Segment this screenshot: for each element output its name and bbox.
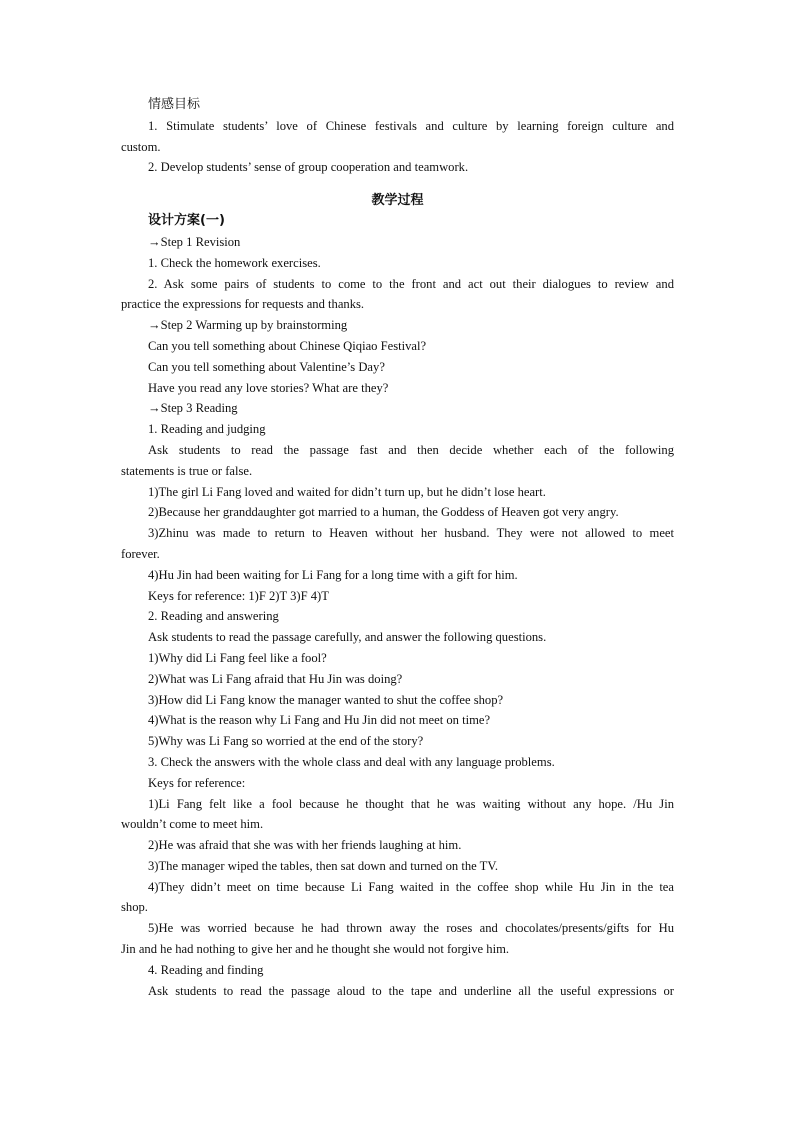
section-title: 教学过程 <box>371 193 424 209</box>
statement-3-cont: forever. <box>121 546 160 561</box>
keys-reading-2-label: Keys for reference: <box>148 775 246 790</box>
emotion-goal-heading: 情感目标 <box>148 97 201 112</box>
emotion-goal-item-1: 1. Stimulate students’ love of Chinese festivals and culture by learning foreign culture and <box>148 118 674 133</box>
statement-1: 1)The girl Li Fang loved and waited for didn’t turn up, but he didn’t lose heart. <box>148 484 546 499</box>
keys-reading-1: Keys for reference: 1)F 2)T 3)F 4)T <box>148 588 329 603</box>
reading-4-title: 4. Reading and finding <box>148 962 264 977</box>
answer-1: 1)Li Fang felt like a fool because he thought that he was waiting without any hope. /Hu Jin <box>148 796 674 811</box>
answer-4: 4)They didn’t meet on time because Li Fang waited in the coffee shop while Hu Jin in the tea <box>148 879 674 894</box>
question-1: 1)Why did Li Fang feel like a fool? <box>148 650 327 665</box>
step-1-item-2-cont: practice the expressions for requests and thanks. <box>121 297 365 312</box>
answer-3: 3)The manager wiped the tables, then sat down and turned on the TV. <box>148 858 498 873</box>
step-3-heading: →Step 3 Reading <box>148 401 238 416</box>
step-1-item-1: 1. Check the homework exercises. <box>148 255 321 270</box>
warmup-question-2: Can you tell something about Valentine’s Day? <box>148 359 385 374</box>
reading-1-instruction-cont: statements is true or false. <box>121 463 253 478</box>
page-content <box>121 95 674 1001</box>
step-1-heading: →Step 1 Revision <box>148 234 241 249</box>
answer-2: 2)He was afraid that she was with her friends laughing at him. <box>148 838 462 853</box>
answer-4-cont: shop. <box>121 900 148 915</box>
reading-2-instruction: Ask students to read the passage carefully, and answer the following questions. <box>148 630 547 645</box>
warmup-question-3: Have you read any love stories? What are they? <box>148 380 389 395</box>
step-2-heading: →Step 2 Warming up by brainstorming <box>148 318 348 333</box>
answer-1-cont: wouldn’t come to meet him. <box>121 817 264 832</box>
question-3: 3)How did Li Fang know the manager wanted to shut the coffee shop? <box>148 692 504 707</box>
reading-1-title: 1. Reading and judging <box>148 422 266 437</box>
statement-4: 4)Hu Jin had been waiting for Li Fang for a long time with a gift for him. <box>148 567 518 582</box>
plan-title: 设计方案(一) <box>148 213 225 229</box>
reading-1-instruction: Ask students to read the passage fast and then decide whether each of the following <box>148 442 674 457</box>
reading-3-title: 3. Check the answers with the whole class and deal with any language problems. <box>148 754 555 769</box>
reading-2-title: 2. Reading and answering <box>148 609 279 624</box>
question-2: 2)What was Li Fang afraid that Hu Jin was doing? <box>148 671 403 686</box>
emotion-goal-item-1-cont: custom. <box>121 139 161 154</box>
question-5: 5)Why was Li Fang so worried at the end of the story? <box>148 734 424 749</box>
answer-5-cont: Jin and he had nothing to give her and he thought she would not forgive him. <box>121 942 510 957</box>
warmup-question-1: Can you tell something about Chinese Qiqiao Festival? <box>148 338 427 353</box>
step-1-item-2: 2. Ask some pairs of students to come to the front and act out their dialogues to review and <box>148 276 674 291</box>
statement-3: 3)Zhinu was made to return to Heaven without her husband. They were not allowed to meet <box>148 526 674 541</box>
emotion-goal-item-2: 2. Develop students’ sense of group cooperation and teamwork. <box>148 160 469 175</box>
question-4: 4)What is the reason why Li Fang and Hu Jin did not meet on time? <box>148 713 491 728</box>
answer-5: 5)He was worried because he had thrown away the roses and chocolates/presents/gifts for Hu <box>148 921 674 936</box>
reading-4-instruction: Ask students to read the passage aloud to the tape and underline all the useful expressions or <box>148 983 674 998</box>
statement-2: 2)Because her granddaughter got married to a human, the Goddess of Heaven got very angry. <box>148 505 619 520</box>
